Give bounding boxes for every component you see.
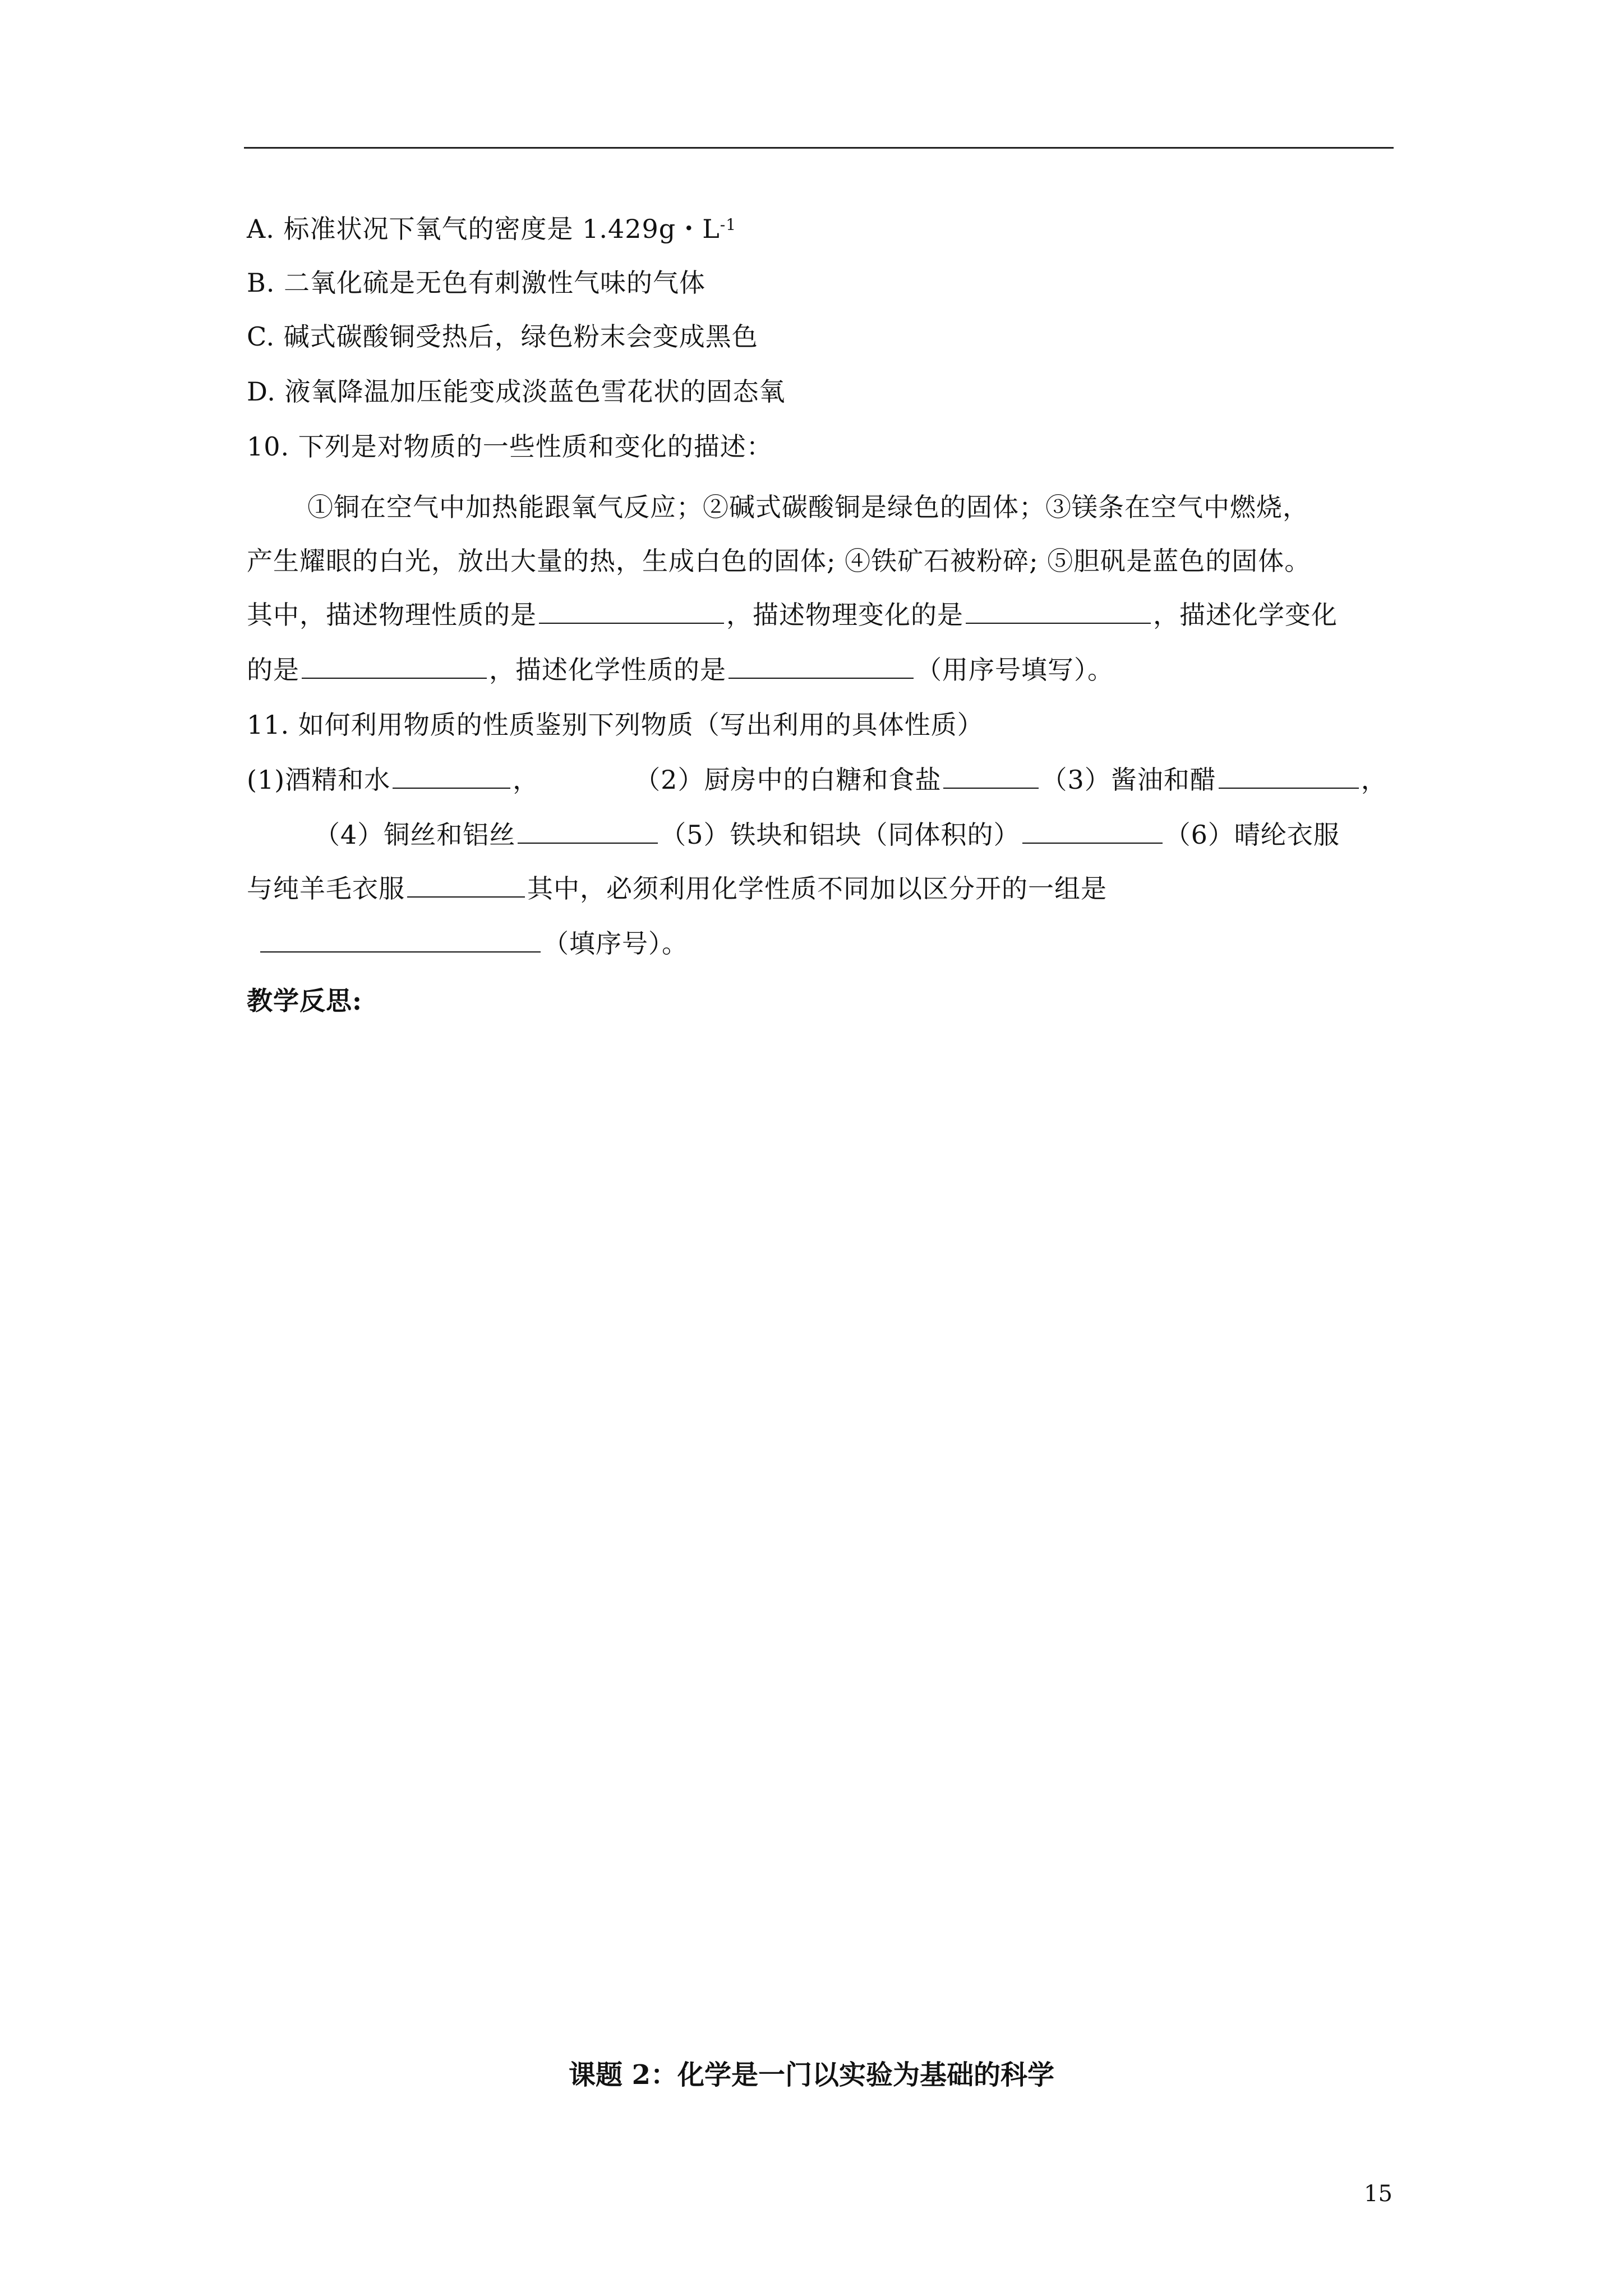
question-11-line-1: [247, 763, 1387, 797]
answer-blank-physical-change[interactable]: [966, 598, 1151, 624]
q11-item-3-end: ，: [1361, 765, 1387, 795]
question-11-line-2: [314, 818, 1340, 852]
answer-blank-item-1[interactable]: [393, 763, 510, 789]
q11-item-6: （6）晴纶衣服: [1164, 820, 1340, 850]
answer-blank-item-5[interactable]: [1022, 818, 1163, 844]
option-c: C. 碱式碳酸铜受热后，绿色粉末会变成黑色: [247, 321, 758, 352]
question-10-title: 10. 下列是对物质的一些性质和变化的描述：: [247, 431, 773, 462]
q11-line-b-b: 其中，必须利用化学性质不同加以区分开的一组是: [527, 873, 1107, 904]
option-b: B. 二氧化硫是无色有刺激性气味的气体: [247, 268, 706, 298]
option-a-text: A. 标准状况下氧气的密度是 1.429g・L: [247, 214, 720, 244]
q10-line3-part-c: ，描述化学变化: [1153, 600, 1338, 630]
question-10-line-1: ①铜在空气中加热能跟氧气反应；②碱式碳酸铜是绿色的固体；③镁条在空气中燃烧，: [307, 492, 1309, 522]
q11-item-1-end: ，: [513, 765, 540, 795]
answer-blank-item-4[interactable]: [518, 818, 658, 844]
page-number: 15: [1364, 2181, 1393, 2207]
answer-blank-item-3[interactable]: [1219, 763, 1359, 789]
q11-item-5: （5）铁块和铝块（同体积的）: [660, 820, 1020, 850]
section-title: 课题 2：化学是一门以实验为基础的科学: [568, 2059, 1055, 2091]
q11-item-1: (1)酒精和水: [247, 765, 391, 795]
question-11-line-3: [247, 872, 1107, 905]
option-d: D. 液氧降温加压能变成淡蓝色雪花状的固态氧: [247, 376, 786, 407]
option-a: [247, 212, 736, 250]
q11-item-2: （2）厨房中的白糖和食盐: [634, 765, 942, 795]
question-10-line-4: [247, 653, 1114, 687]
question-11-title: 11. 如何利用物质的性质鉴别下列物质（写出利用的具体性质）: [247, 710, 984, 740]
answer-blank-item-6[interactable]: [407, 872, 525, 898]
header-rule: [244, 147, 1394, 149]
q10-line4-part-c: （用序号填写）。: [916, 655, 1114, 685]
answer-blank-chemical-change[interactable]: [302, 653, 487, 679]
q10-line4-part-b: ，描述化学性质的是: [489, 655, 726, 685]
q10-line4-part-a: 的是: [247, 655, 299, 685]
q11-item-3: （3）酱油和醋: [1041, 765, 1216, 795]
option-a-superscript: -1: [720, 215, 737, 234]
q10-line3-part-b: ，描述物理变化的是: [726, 600, 963, 630]
q10-line3-part-a: 其中，描述物理性质的是: [247, 600, 537, 630]
teaching-reflection-label: 教学反思:: [247, 986, 362, 1016]
answer-blank-item-2[interactable]: [943, 763, 1039, 789]
answer-blank-chemical-property[interactable]: [728, 653, 914, 679]
question-11-line-4: [258, 927, 688, 960]
question-10-line-3: [247, 598, 1338, 632]
q11-item-4: （4）铜丝和铝丝: [314, 820, 516, 850]
q11-line-b-a: 与纯羊毛衣服: [247, 873, 405, 904]
answer-blank-physical-property[interactable]: [539, 598, 724, 624]
question-10-line-2: 产生耀眼的白光，放出大量的热，生成白色的固体; ④铁矿石被粉碎; ⑤胆矾是蓝色的固体。: [247, 546, 1311, 576]
answer-blank-chemical-group[interactable]: [260, 927, 541, 953]
q11-line-c: （填序号）。: [543, 928, 688, 959]
